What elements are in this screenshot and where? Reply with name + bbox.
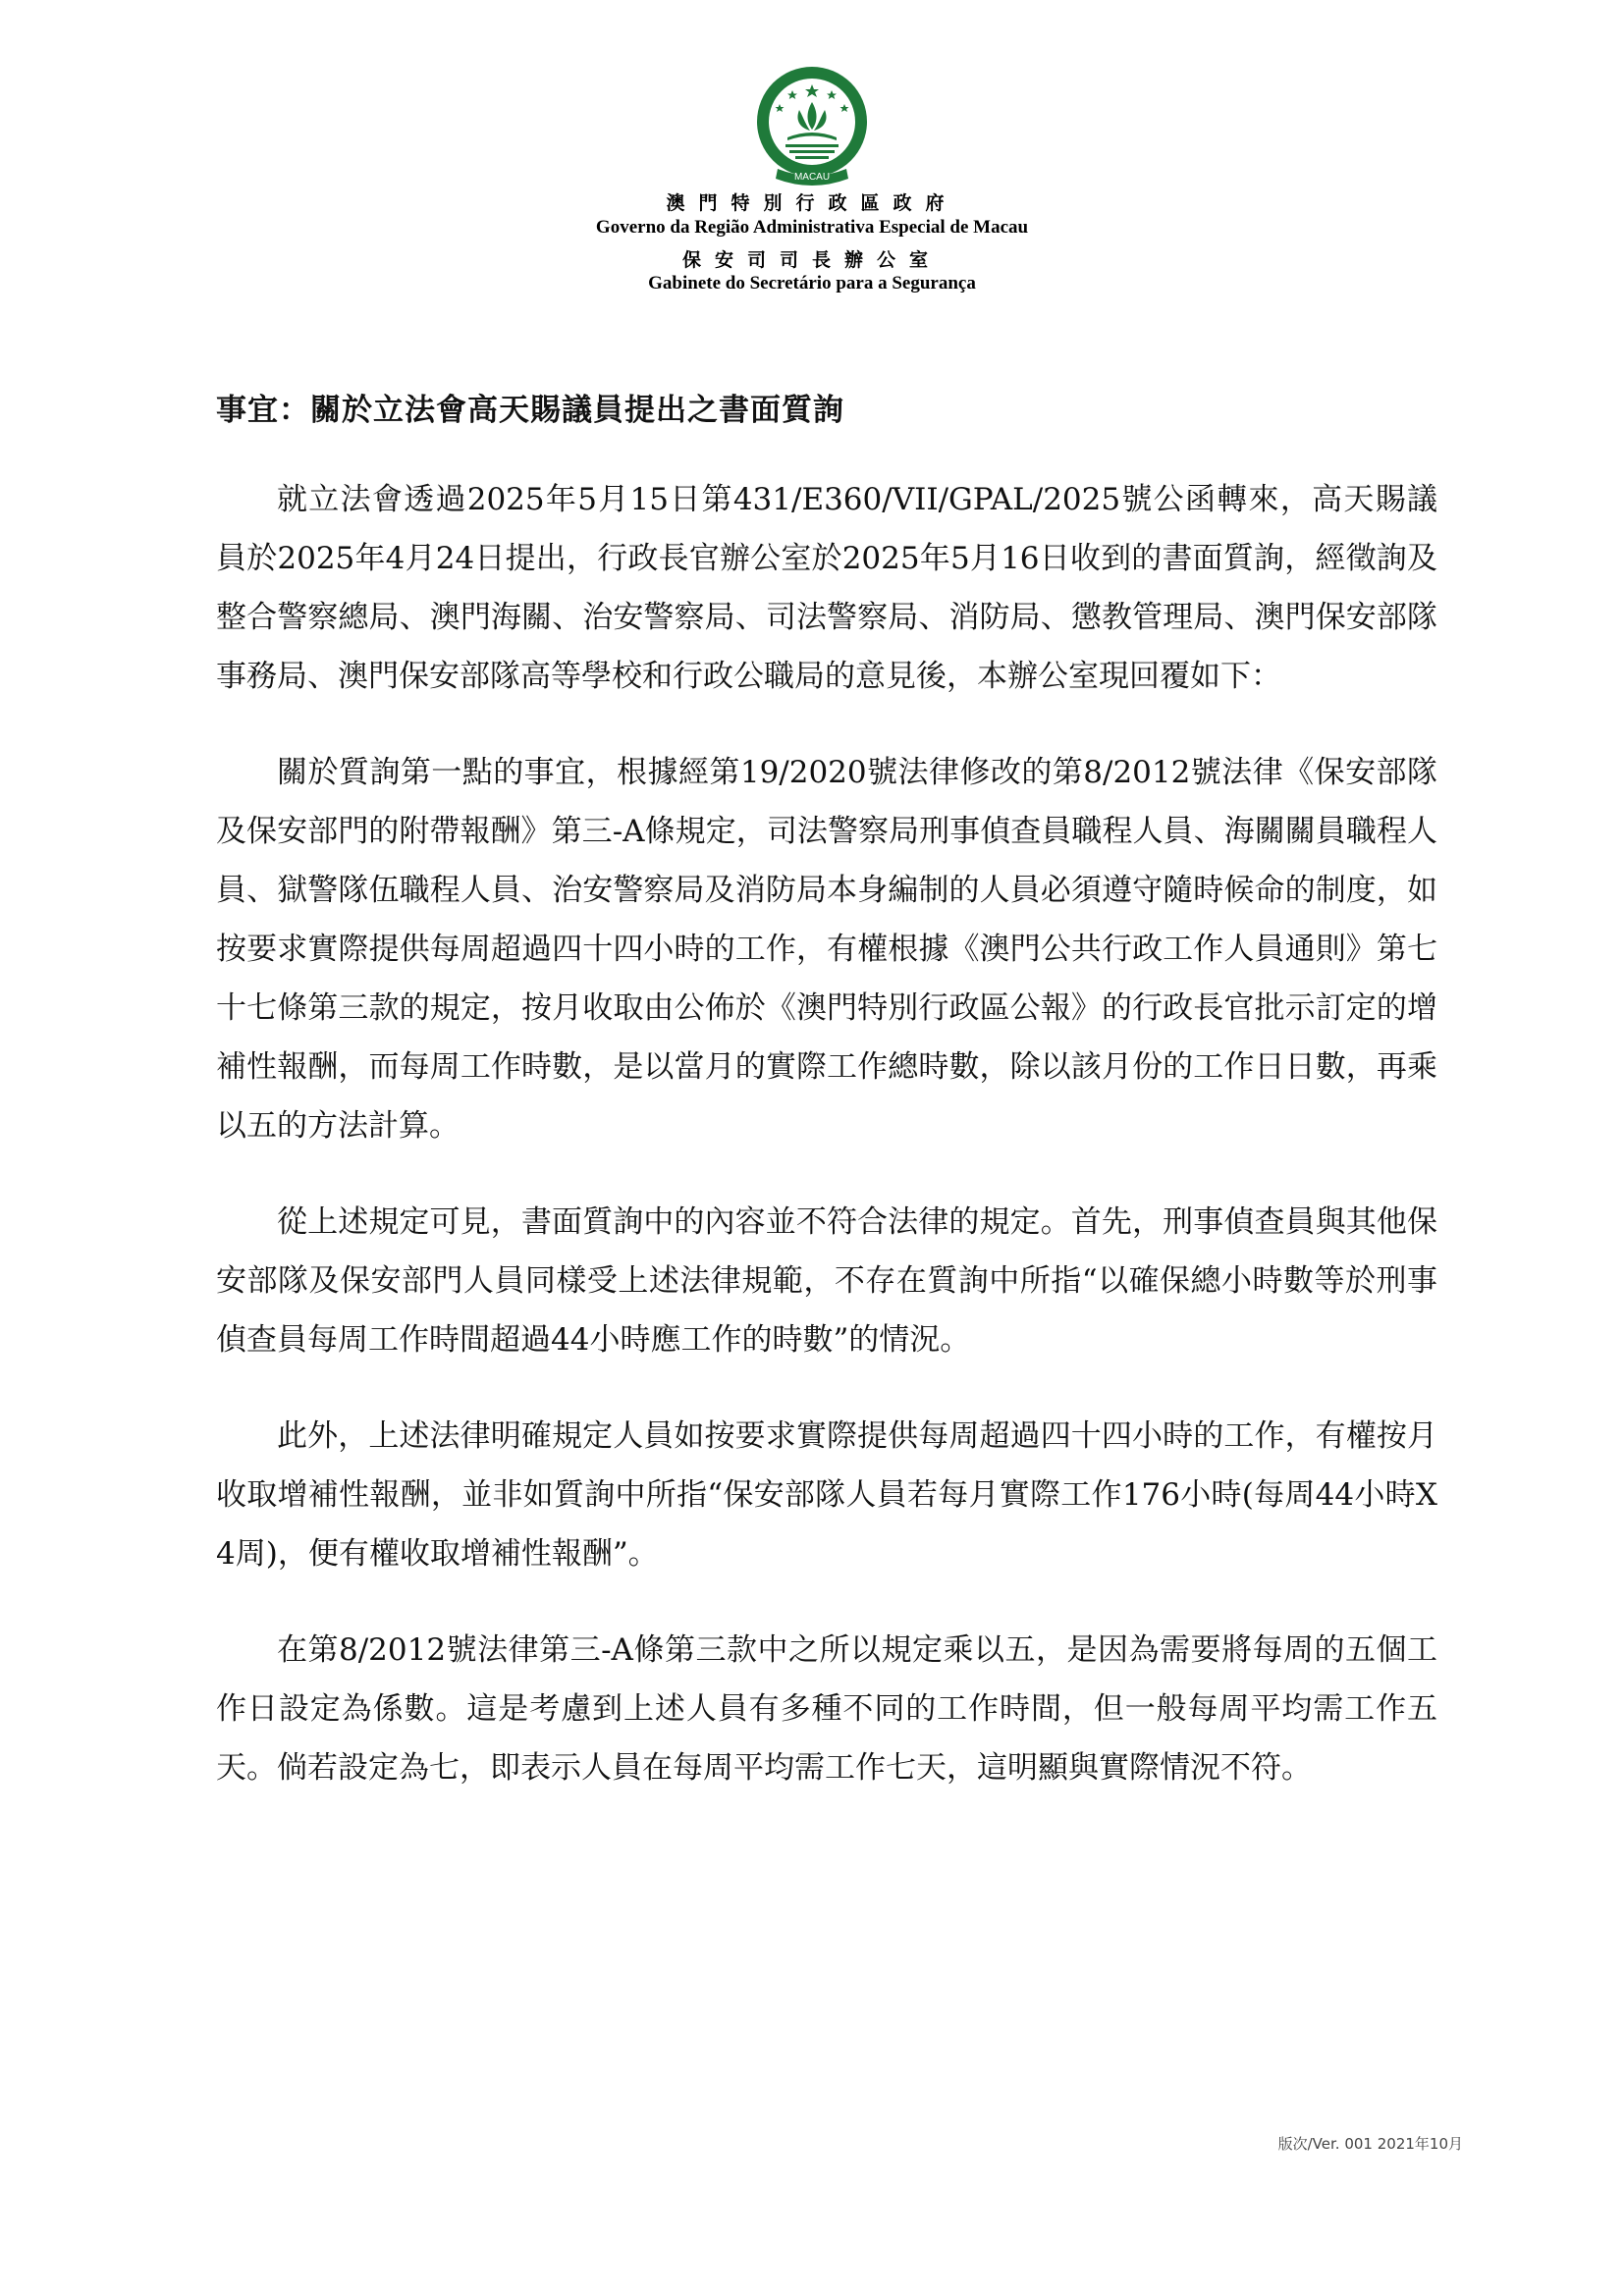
emblem-text	[738, 169, 886, 183]
subject-line: 事宜：關於立法會高天賜議員提出之書面質詢	[216, 393, 844, 428]
office-name-zh: 保安司司長辦公室	[681, 248, 942, 271]
svg-text:MACAU: MACAU	[793, 172, 831, 183]
paragraph: 在第8/2012號法律第三-A條第三款中之所以規定乘以五，是因為需要將每周的五個工作日設定為係數。這是考慮到上述人員有多種不同的工作時間，但一般每周平均需工作五天。倘若設定為七，即表示人員在每周平均需工作七天，這明顯與實際情況不符。	[216, 1632, 1437, 1786]
office-name-pt: Gabinete do Secretário para a Segurança	[648, 273, 976, 294]
paragraph: 就立法會透過2025年5月15日第431/E360/VII/GPAL/2025號公函轉來，高天賜議員於2025年4月24日提出，行政長官辦公室於2025年5月16日收到的書面質詢，經徵詢及整合警察總局、澳門海關、治安警察局、司法警察局、消防局、懲教管理局、澳門保安部隊事務局、澳門保安部隊高等學校和行政公職局的意見後，本辦公室現回覆如下：	[216, 482, 1437, 694]
paragraph: 從上述規定可見，書面質詢中的內容並不符合法律的規定。首先，刑事偵查員與其他保安部隊及保安部門人員同樣受上述法律規範，不存在質詢中所指“以確保總小時數等於刑事偵查員每周工作時間超過44小時應工作的時數”的情況。	[216, 1204, 1437, 1358]
paragraph: 關於質詢第一點的事宜，根據經第19/2020號法律修改的第8/2012號法律《保安部隊及保安部門的附帶報酬》第三-A條規定，司法警察局刑事偵查員職程人員、海關關員職程人員、獄警隊伍職程人員、治安警察局及消防局本身編制的人員必須遵守隨時候命的制度，如按要求實際提供每周超過四十四小時的工作，有權根據《澳門公共行政工作人員通則》第七十七條第三款的規定，按月收取由公佈於《澳門特別行政區公報》的行政長官批示訂定的增補性報酬，而每周工作時數，是以當月的實際工作總時數，除以該月份的工作日日數，再乘以五的方法計算。	[216, 755, 1437, 1144]
version-footer: 版次/Ver. 001 2021年10月	[1277, 2135, 1463, 2153]
letter-body	[216, 385, 1437, 1835]
government-name-zh: 澳門特別行政區政府	[666, 192, 958, 214]
letterhead	[0, 63, 1624, 295]
paragraph: 此外，上述法律明確規定人員如按要求實際提供每周超過四十四小時的工作，有權按月收取增補性報酬，並非如質詢中所指“保安部隊人員若每月實際工作176小時(每周44小時X 4周)，便有權收取增補性報酬”。	[216, 1418, 1437, 1572]
government-name-pt: Governo da Região Administrativa Especial de Macau	[595, 216, 1029, 238]
